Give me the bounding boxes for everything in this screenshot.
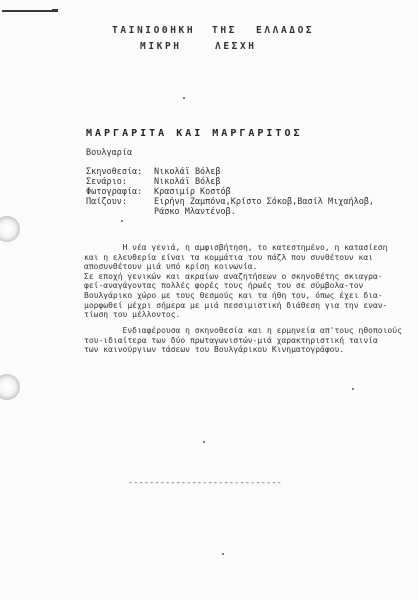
text-line: και η ελευθερία είναι τα κομμάτια του πάζλ που συνθέτουν και bbox=[84, 252, 373, 262]
punch-hole bbox=[0, 216, 20, 242]
credit-label: Φωτογραφία: bbox=[86, 187, 143, 197]
credit-row bbox=[86, 187, 418, 197]
review-paragraph-1 bbox=[84, 243, 388, 320]
header-club-right: ΛΕΣΧΗ bbox=[215, 41, 257, 52]
scan-mark bbox=[2, 10, 57, 12]
scan-mark bbox=[52, 9, 58, 12]
film-country: Βουλγαρία bbox=[86, 148, 133, 158]
text-line: Βουλγάρικο χώρο με τους θεσμούς και τα ήθη του, όπως έχει δια- bbox=[84, 290, 383, 300]
text-line: φεί-αναγάγοντας πολλές φορές τους ήρωές του σε σύμβολα-τον bbox=[84, 281, 364, 291]
punch-hole bbox=[0, 374, 20, 400]
credit-row bbox=[86, 177, 418, 187]
film-title: ΜΑΡΓΑΡΙΤΑ ΚΑΙ ΜΑΡΓΑΡΙΤΟΣ bbox=[86, 128, 303, 139]
header-club-left: ΜΙΚΡΗ bbox=[140, 41, 182, 52]
header-org-name-mid: ΤΗΣ bbox=[212, 25, 237, 36]
credits-list bbox=[86, 167, 418, 217]
credit-row bbox=[86, 207, 418, 217]
credit-value: Κρασιμίρ Κοστόβ bbox=[154, 187, 231, 197]
header-org-name-right: ΕΛΛΑΔΟΣ bbox=[256, 25, 315, 36]
dashed-rule: ----------------------------- bbox=[128, 478, 283, 487]
speck bbox=[203, 441, 205, 443]
credit-label: Παίζουν: bbox=[86, 197, 127, 207]
review-paragraph-2 bbox=[84, 326, 402, 355]
credit-value: Ειρήνη Ζαμπόνα,Κρίστο Σόκοβ,Βασίλ Μιχαήλοβ, bbox=[154, 197, 375, 207]
credit-value: Νικολάϊ Βόλεβ bbox=[154, 177, 221, 187]
text-line: Η νέα γενιά, η αμφισβήτηση, το κατεστημένο, η κατασίεση bbox=[84, 243, 388, 252]
speck bbox=[352, 388, 354, 390]
text-line: μορφωθεί μέχρι σήμερα με μιά πεσσιμιστική διάθεση για την εναν- bbox=[84, 300, 388, 310]
header-org-name: ΤΑΙΝΙΟΘΗΚΗ bbox=[112, 25, 196, 36]
text-line: του-ιδιαίτερα των δύο πρωταγωνιστών-μιά χαρακτηριστική ταινία bbox=[84, 335, 378, 345]
text-line: Σε εποχή γενικών και ακραίων αναζητήσεων ο σκηνοθέτης σκιαγρα- bbox=[84, 271, 383, 281]
credit-value: Ράσκο Μλαντένοβ. bbox=[154, 207, 236, 217]
speck bbox=[222, 553, 224, 555]
speck bbox=[121, 220, 123, 222]
credit-row bbox=[86, 197, 418, 207]
text-line: τίωση του μέλλοντος. bbox=[84, 310, 181, 320]
credit-label: Σκηνοθεσία: bbox=[86, 167, 143, 177]
credit-row bbox=[86, 167, 418, 177]
credit-label bbox=[86, 207, 154, 217]
credit-label: Σενάριο: bbox=[86, 177, 127, 187]
speck bbox=[183, 97, 185, 99]
text-line: Ενδιαφέρουσα η σκηνοθεσία και η ερμηνεία απ'τους ηθοποιούς bbox=[84, 326, 402, 335]
credit-value: Νικολάϊ Βόλεβ bbox=[154, 167, 221, 177]
text-line: των καινούργιων τάσεων του Βουλγάρικου Κινηματογράφου. bbox=[84, 345, 345, 355]
text-line: αποσυνθέτουν μιά υπό κρίση κοινωνία. bbox=[84, 262, 258, 272]
